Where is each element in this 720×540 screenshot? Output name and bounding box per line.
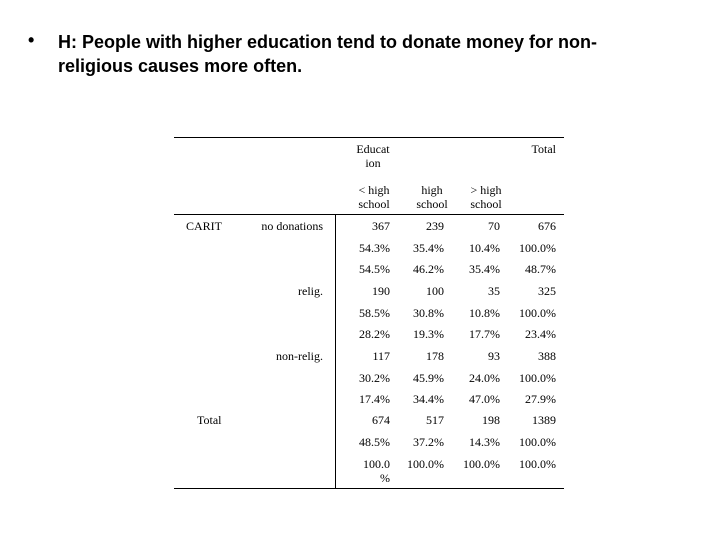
- column-header: [346, 183, 402, 211]
- column-header-line-2: school: [358, 197, 390, 211]
- table-bottom-border: [174, 488, 564, 489]
- bullet-point: •: [28, 30, 35, 50]
- table-cell: 35.4%: [413, 241, 444, 255]
- table-cell-line-1: 100.0: [363, 457, 390, 471]
- table-cell: 100: [426, 284, 444, 298]
- table-cell: 24.0%: [469, 371, 500, 385]
- table-cell: 100.0%: [519, 241, 556, 255]
- row-label-non-relig: non-relig.: [276, 349, 323, 363]
- table-header-border: [174, 214, 564, 215]
- table-cell: 100.0%: [519, 371, 556, 385]
- column-group-header-line-2: ion: [365, 156, 381, 170]
- table-cell: 100.0%: [519, 306, 556, 320]
- table-cell: 117: [372, 349, 390, 363]
- column-header-line-2: school: [470, 197, 502, 211]
- table-cell: 30.8%: [413, 306, 444, 320]
- row-variable-label: CARIT: [186, 219, 222, 233]
- table-cell: 17.7%: [469, 327, 500, 341]
- table-cell: 10.8%: [469, 306, 500, 320]
- table-cell: 674: [372, 413, 390, 427]
- table-cell: 70: [488, 219, 500, 233]
- column-group-header: [350, 142, 396, 170]
- table-cell: 48.7%: [525, 262, 556, 276]
- table-cell: 100.0%: [463, 457, 500, 471]
- table-cell: 100.0%: [519, 435, 556, 449]
- column-header-line-1: > high: [470, 183, 502, 197]
- table-cell: 47.0%: [469, 392, 500, 406]
- table-cell: 100.0%: [519, 457, 556, 471]
- total-column-header: Total: [531, 142, 556, 156]
- table-cell: 10.4%: [469, 241, 500, 255]
- row-label-relig: relig.: [298, 284, 323, 298]
- table-cell: 35.4%: [469, 262, 500, 276]
- table-cell: 100.0%: [407, 457, 444, 471]
- table-cell: 17.4%: [359, 392, 390, 406]
- table-cell: 190: [372, 284, 390, 298]
- table-cell: 23.4%: [525, 327, 556, 341]
- column-header-line-1: high: [421, 183, 443, 197]
- column-header-line-2: school: [416, 197, 448, 211]
- column-group-header-line-1: Educat: [356, 142, 390, 156]
- table-cell: 30.2%: [359, 371, 390, 385]
- headline-line-1: H: People with higher education tend to donate money for non-: [58, 32, 597, 52]
- table-cell: 28.2%: [359, 327, 390, 341]
- table-cell: 93: [488, 349, 500, 363]
- table-cell: [330, 457, 390, 485]
- row-label-no-donations: no donations: [261, 219, 323, 233]
- table-cell: 37.2%: [413, 435, 444, 449]
- column-header: [404, 183, 460, 211]
- table-cell: 54.3%: [359, 241, 390, 255]
- table-cell: 19.3%: [413, 327, 444, 341]
- table-cell: 54.5%: [359, 262, 390, 276]
- total-row-label: Total: [197, 413, 222, 427]
- table-cell: 178: [426, 349, 444, 363]
- table-cell: 35: [488, 284, 500, 298]
- table-cell: 27.9%: [525, 392, 556, 406]
- table-cell: 517: [426, 413, 444, 427]
- table-cell: 325: [538, 284, 556, 298]
- table-cell: 1389: [532, 413, 556, 427]
- table-cell: 388: [538, 349, 556, 363]
- table-cell: 48.5%: [359, 435, 390, 449]
- column-header: [458, 183, 514, 211]
- table-top-border: [174, 137, 564, 138]
- table-cell: 46.2%: [413, 262, 444, 276]
- table-cell: 239: [426, 219, 444, 233]
- table-cell: 367: [372, 219, 390, 233]
- table-cell-line-2: %: [380, 471, 390, 485]
- table-cell: 676: [538, 219, 556, 233]
- headline-line-2: religious causes more often.: [58, 56, 303, 76]
- table-cell: 34.4%: [413, 392, 444, 406]
- table-cell: 58.5%: [359, 306, 390, 320]
- column-header-line-1: < high: [358, 183, 390, 197]
- table-cell: 14.3%: [469, 435, 500, 449]
- table-cell: 45.9%: [413, 371, 444, 385]
- table-cell: 198: [482, 413, 500, 427]
